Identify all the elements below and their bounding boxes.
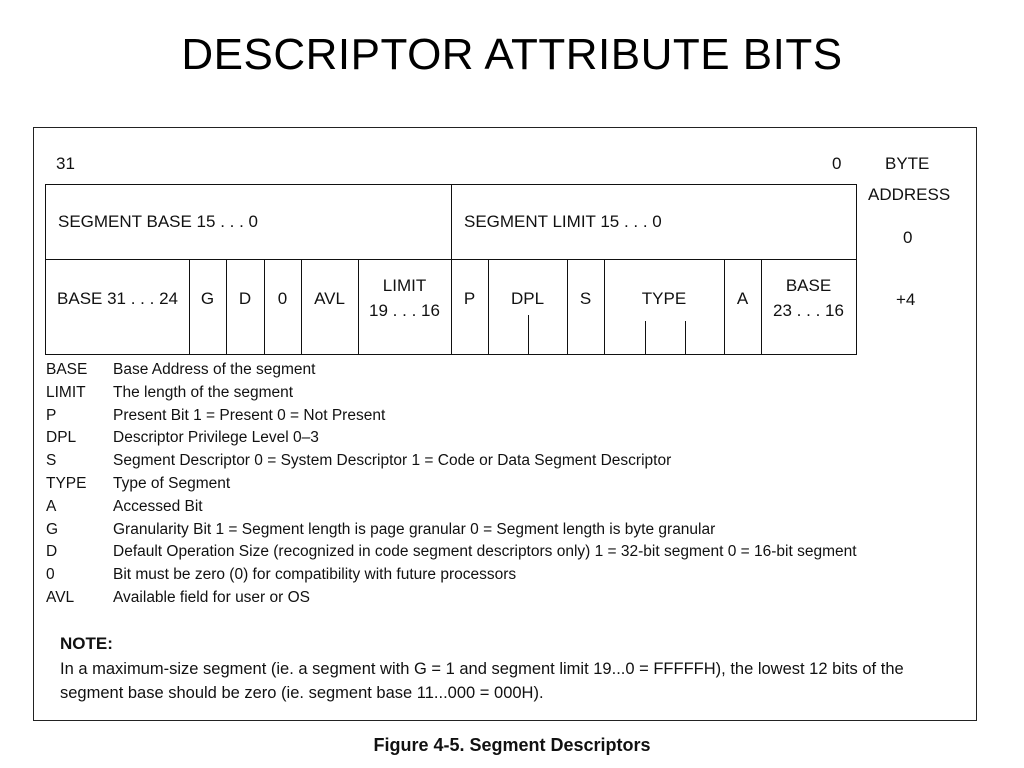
- descriptor-row-2: [45, 259, 857, 355]
- segment-base-label: SEGMENT BASE 15 . . . 0: [58, 211, 258, 231]
- base-23-16-label-line1: BASE: [785, 276, 832, 296]
- legend-key: 0: [46, 566, 55, 583]
- legend-description: Available field for user or OS: [113, 589, 311, 606]
- legend-description: Bit must be zero (0) for compatibility with future processors: [113, 566, 517, 583]
- legend-key: P: [46, 407, 57, 424]
- legend-description: Descriptor Privilege Level 0–3: [113, 429, 319, 446]
- legend-key: TYPE: [46, 475, 87, 492]
- avl-bit-cell: [301, 259, 358, 339]
- byte-address-header-line1: BYTE: [885, 154, 930, 173]
- slide-title: DESCRIPTOR ATTRIBUTE BITS: [181, 30, 843, 79]
- dpl-field-cell: [488, 259, 567, 339]
- legend-description: Default Operation Size (recognized in code segment descriptors only) 1 = 32-bit segment 0 = 16-bit segment: [113, 543, 857, 560]
- descriptor-row-1: [45, 184, 857, 260]
- g-bit-label: G: [200, 288, 215, 308]
- s-bit-label: S: [579, 288, 592, 308]
- limit-19-16-cell: [358, 259, 451, 339]
- p-bit-cell: [451, 259, 488, 339]
- s-bit-cell: [567, 259, 604, 339]
- legend-description: Base Address of the segment: [113, 361, 316, 378]
- note-body: In a maximum-size segment (ie. a segment with G = 1 and segment limit 19...0 = FFFFFH), the lowest 12 bits of the segment base should be zero (ie. segment base 11...000 = 000H).: [60, 660, 904, 702]
- a-bit-cell: [724, 259, 761, 339]
- legend-description: The length of the segment: [113, 384, 294, 401]
- segment-limit-label: SEGMENT LIMIT 15 . . . 0: [464, 211, 662, 231]
- legend-description: Accessed Bit: [113, 498, 203, 515]
- d-bit-cell: [226, 259, 264, 339]
- legend-description: Granularity Bit 1 = Segment length is page granular 0 = Segment length is byte granular: [113, 521, 716, 538]
- g-bit-cell: [189, 259, 226, 339]
- base-31-24-label: BASE 31 . . . 24: [57, 288, 178, 308]
- segment-base-cell: [46, 185, 451, 259]
- p-bit-label: P: [463, 288, 476, 308]
- dpl-field-label: DPL: [510, 288, 545, 308]
- figure-caption: Figure 4-5. Segment Descriptors: [373, 735, 651, 755]
- legend-key: AVL: [46, 589, 75, 606]
- row1-byte-address: 0: [903, 228, 913, 247]
- legend-key: G: [46, 521, 59, 538]
- legend-key: S: [46, 452, 57, 469]
- legend-key: BASE: [46, 361, 88, 378]
- avl-bit-label: AVL: [314, 288, 345, 308]
- d-bit-label: D: [238, 288, 252, 308]
- base-31-24-cell: [46, 259, 189, 339]
- limit-19-16-label-line1: LIMIT: [382, 276, 427, 296]
- a-bit-label: A: [736, 288, 749, 308]
- bit-0-label: 0: [832, 154, 842, 173]
- type-field-cell: [604, 259, 724, 339]
- legend-key: D: [46, 543, 58, 560]
- legend-description: Present Bit 1 = Present 0 = Not Present: [113, 407, 386, 424]
- legend-key: LIMIT: [46, 384, 86, 401]
- row2-byte-address: +4: [896, 290, 916, 309]
- legend-key: DPL: [46, 429, 77, 446]
- legend-description: Segment Descriptor 0 = System Descriptor 1 = Code or Data Segment Descriptor: [113, 452, 672, 469]
- legend-key: A: [46, 498, 57, 515]
- zero-bit-cell: [264, 259, 301, 339]
- base-23-16-label-line2: 23 . . . 16: [773, 301, 844, 320]
- legend-description: Type of Segment: [113, 475, 231, 492]
- base-23-16-cell: [761, 259, 856, 339]
- limit-19-16-label-line2: 19 . . . 16: [369, 301, 440, 320]
- segment-limit-cell: [452, 185, 857, 259]
- bit-31-label: 31: [56, 154, 75, 173]
- zero-bit-label: 0: [277, 288, 288, 308]
- note-heading: NOTE:: [60, 634, 113, 653]
- type-field-label: TYPE: [641, 288, 687, 308]
- byte-address-header-line2: ADDRESS: [868, 185, 951, 204]
